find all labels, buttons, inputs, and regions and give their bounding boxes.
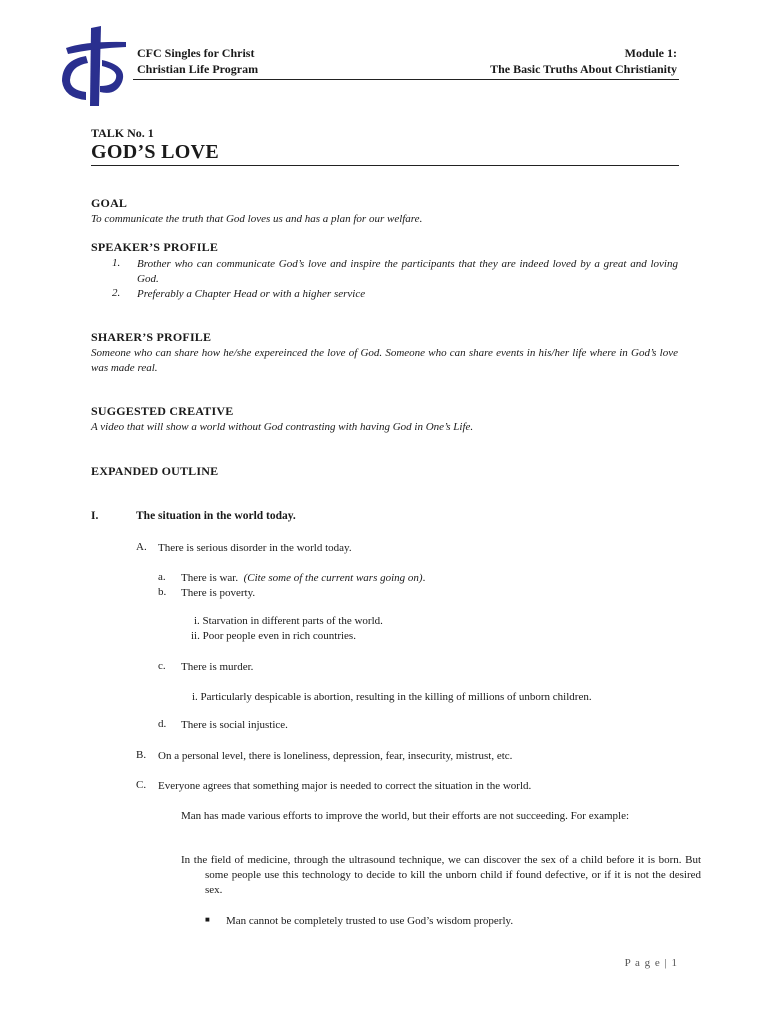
item-a-note: (Cite some of the current wars going on) <box>243 572 423 584</box>
item-C-paragraph-2: In the field of medicine, through the ultrasound technique, we can discover the sex of a child before it is born. But some people use this technology to decide to kill the unborn child if found defective, or if it is not the desired sex. <box>181 854 701 896</box>
item-C-paragraph-1: Man has made various efforts to improve the world, but their efforts are not succeeding. For example: <box>181 810 630 822</box>
item-b-ii: ii. Poor people even in rich countries. <box>191 630 356 642</box>
item-A-num: A. <box>136 541 147 553</box>
talk-title: GOD’S LOVE <box>91 141 220 163</box>
item-B-num: B. <box>136 749 147 761</box>
item-a-line <box>181 571 425 586</box>
item-c-num: c. <box>158 660 166 672</box>
page-footer: P a g e | 1 <box>624 957 678 969</box>
item-d-num: d. <box>158 718 167 730</box>
sharer-profile-heading: SHARER’S PROFILE <box>91 330 212 344</box>
goal-text: To communicate the truth that God loves us and has a plan for our welfare. <box>91 213 423 225</box>
speaker-item-2-num: 2. <box>112 287 121 299</box>
title-rule <box>91 165 679 166</box>
speaker-item-2: Preferably a Chapter Head or with a higher service <box>137 288 366 300</box>
program-name: Christian Life Program <box>137 62 259 76</box>
item-c-i: i. Particularly despicable is abortion, resulting in the killing of millions of unborn children. <box>192 691 592 703</box>
item-a-num: a. <box>158 571 166 583</box>
section-1-num: I. <box>91 510 99 522</box>
suggested-creative-heading: SUGGESTED CREATIVE <box>91 404 234 418</box>
item-A-text: There is serious disorder in the world today. <box>158 542 352 554</box>
cfc-logo <box>56 26 132 108</box>
goal-heading: GOAL <box>91 196 128 210</box>
item-C-num: C. <box>136 779 147 791</box>
item-a-text: There is war. <box>181 572 239 584</box>
speaker-item-1: Brother who can communicate God’s love and inspire the participants that they are indeed loved by a great and loving God. <box>137 258 678 285</box>
sharer-profile-text: Someone who can share how he/she expereinced the love of God. Someone who can share events in his/her life where in God’s love was made real. <box>91 347 678 374</box>
item-C-text: Everyone agrees that something major is needed to correct the situation in the world. <box>158 780 532 792</box>
page-number: 1 <box>671 957 678 969</box>
item-a-end: . <box>422 572 426 584</box>
speaker-profile-heading: SPEAKER’S PROFILE <box>91 240 219 254</box>
org-name: CFC Singles for Christ <box>137 46 255 60</box>
bullet-icon: ■ <box>205 915 210 924</box>
item-b-i: i. Starvation in different parts of the world. <box>194 615 383 627</box>
bullet-text: Man cannot be completely trusted to use God’s wisdom properly. <box>226 915 514 927</box>
module-title: The Basic Truths About Christianity <box>490 62 677 76</box>
speaker-item-1-num: 1. <box>112 257 121 269</box>
module-number: Module 1: <box>624 46 677 60</box>
item-b-num: b. <box>158 586 167 598</box>
page-label: P a g e <box>624 957 661 969</box>
item-d-text: There is social injustice. <box>181 719 288 731</box>
section-1-title: The situation in the world today. <box>136 510 296 522</box>
item-c-text: There is murder. <box>181 661 254 673</box>
item-b-text: There is poverty. <box>181 587 256 599</box>
header-rule <box>133 79 679 80</box>
suggested-creative-text: A video that will show a world without God contrasting with having God in One’s Life. <box>91 421 474 433</box>
expanded-outline-heading: EXPANDED OUTLINE <box>91 464 219 478</box>
talk-label: TALK No. 1 <box>91 126 154 140</box>
item-B-text: On a personal level, there is loneliness, depression, fear, insecurity, mistrust, etc. <box>158 750 513 762</box>
